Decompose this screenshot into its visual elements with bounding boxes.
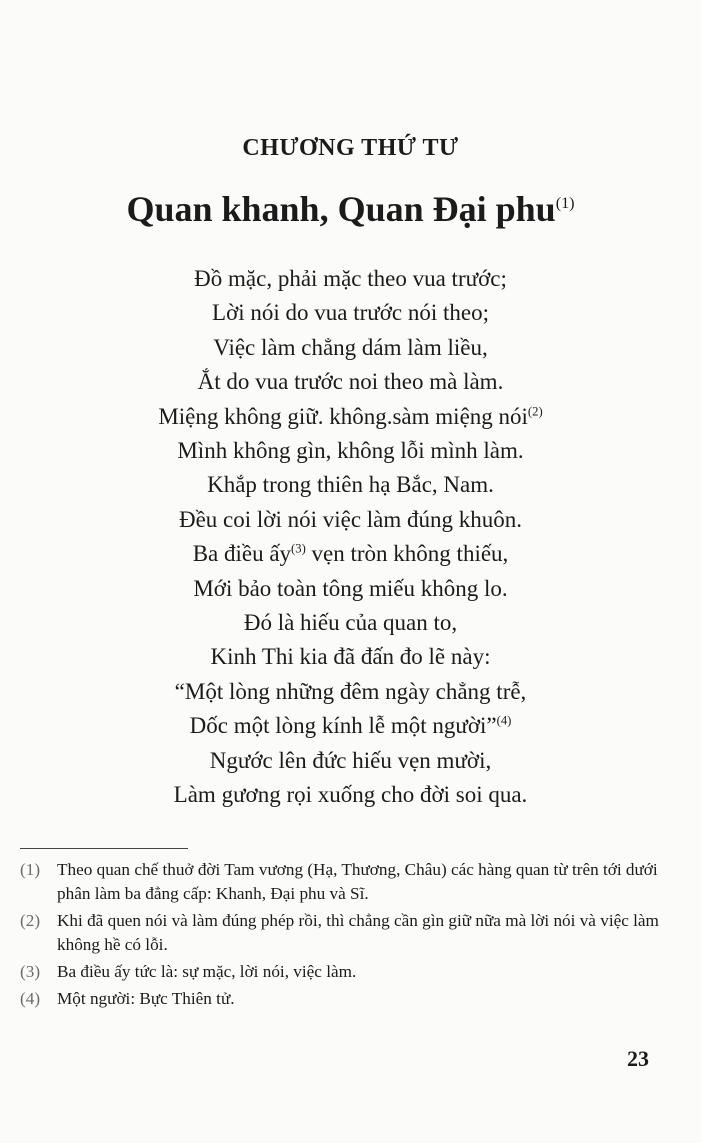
footnote: [20, 960, 680, 984]
poem-line: [0, 400, 701, 434]
footnote: [20, 858, 680, 906]
poem-line-text: Ba điều ấy: [192, 541, 292, 567]
page-number: 23: [627, 1046, 649, 1071]
poem-line: [0, 537, 701, 571]
footnote-text: Ba điều ấy tức là: sự mặc, lời nói, việc làm.: [57, 962, 357, 981]
poem-line: Mình không gìn, không lỗi mình làm.: [177, 438, 524, 464]
poem-line: Khắp trong thiên hạ Bắc, Nam.: [207, 472, 494, 498]
footnote-number: (1): [20, 860, 41, 879]
poem-line: Đồ mặc, phải mặc theo vua trước;: [194, 266, 507, 291]
poem-line: Đều coi lời nói việc làm đúng khuôn.: [178, 506, 523, 532]
footnote-text: Theo quan chế thuở đời Tam vương (Hạ, Thương, Châu) các hàng quan từ trên tới dưới phân làm ba đẳng cấp: Khanh, Đại phu và Sĩ.: [57, 860, 658, 903]
footnote: [20, 909, 680, 957]
footnote-divider: [20, 848, 188, 849]
footnote-text: Một người: Bực Thiên tử.: [57, 989, 235, 1008]
poem-line: Kinh Thi kia đã đấn đo lẽ này:: [210, 644, 491, 670]
poem-line: Việc làm chẳng dám làm liều,: [213, 334, 488, 360]
chapter-title: [0, 188, 701, 230]
poem: [0, 262, 701, 813]
footnote-ref: (3): [291, 541, 306, 556]
chapter-heading: CHƯƠNG THỨ TƯ: [242, 135, 459, 161]
footnote-number: (3): [20, 962, 41, 981]
poem-line: Làm gương rọi xuống cho đời soi qua.: [173, 782, 528, 808]
poem-line: Ắt do vua trước noi theo mà làm.: [197, 369, 504, 395]
poem-line: Đó là hiếu của quan to,: [243, 610, 458, 636]
footnote-ref: (2): [527, 403, 543, 418]
footnote-ref: (4): [496, 713, 512, 728]
poem-line: [0, 709, 701, 743]
footnote-number: (2): [20, 911, 41, 930]
footnotes: [20, 858, 680, 1014]
poem-line-text: Dốc một lòng kính lễ một người”: [189, 713, 497, 739]
poem-line: “Một lòng những đêm ngày chẳng trễ,: [174, 678, 527, 704]
poem-line: Mới bảo toàn tông miếu không lo.: [193, 575, 508, 601]
poem-line-text: Miệng không giữ. không.sàm miệng nói: [158, 403, 528, 429]
footnote-ref: (1): [555, 194, 575, 212]
footnote-number: (4): [20, 989, 41, 1008]
poem-line-text: vẹn tròn không thiếu,: [305, 541, 509, 567]
footnote-text: Khi đã quen nói và làm đúng phép rồi, thì chẳng cần gìn giữ nữa mà lời nói và việc làm không hề có lỗi.: [57, 911, 659, 954]
poem-line: Lời nói do vua trước nói theo;: [212, 300, 489, 326]
chapter-title-text: Quan khanh, Quan Đại phu: [126, 189, 556, 229]
footnote: [20, 987, 680, 1011]
poem-line: Ngước lên đức hiếu vẹn mười,: [209, 747, 492, 773]
